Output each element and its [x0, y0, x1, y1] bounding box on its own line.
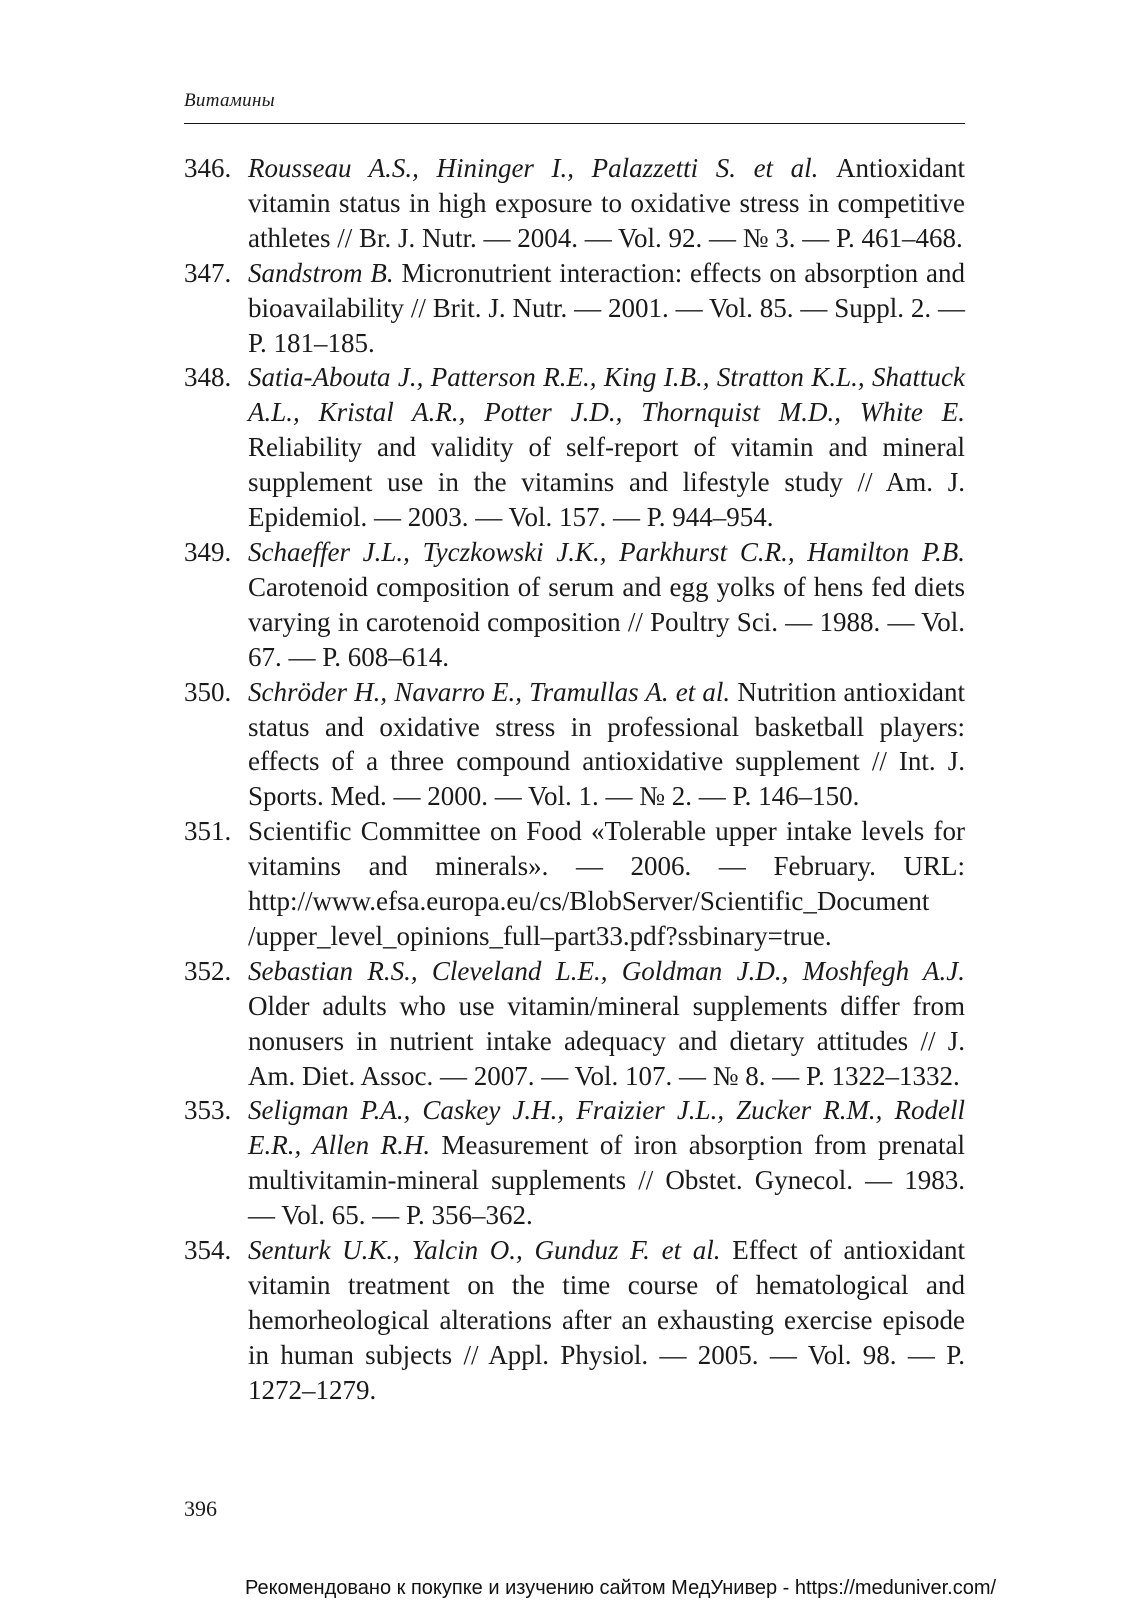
reference-number: 350. — [184, 676, 232, 707]
reference-text: Older adults who use vitamin/mineral supplements differ from nonusers in nutrient intake adequacy and dietary attitudes // J. Am. Diet. Assoc. — 2007. — Vol. 107. — № 8. — P. 1322–1332. — [248, 990, 965, 1091]
reference-authors: Schröder H., Navarro E., Tramullas A. et al. — [248, 676, 738, 707]
reference-number: 352. — [184, 955, 232, 986]
reference-item — [184, 151, 965, 256]
reference-authors: Satia-Abouta J., Patterson R.E., King I.B., Stratton K.L., Shattuck A.L., Kristal A.R., Potter J.D., Thornquist M.D., White E. — [248, 362, 965, 428]
reference-authors: Sandstrom B. — [248, 257, 402, 288]
reference-item — [184, 535, 965, 675]
reference-text: Carotenoid composition of serum and egg yolks of hens fed diets varying in carotenoid composition // Poultry Sci. — 1988. — Vol. 67. — P. 608–614. — [248, 571, 965, 672]
reference-text: Measurement of iron absorption from prenatal multivitamin-mineral supplements // Obstet. Gynecol. — 1983. — Vol. 65. — P. 356–362. — [248, 1130, 966, 1231]
footer-note: Рекомендовано к покупке и изучению сайтом МедУнивер - https://meduniver.com/ — [245, 1577, 997, 1599]
reference-authors: Senturk U.K., Yalcin O., Gunduz F. et al. — [248, 1235, 733, 1266]
running-header: Витамины — [184, 90, 275, 111]
reference-number: 354. — [184, 1235, 232, 1266]
reference-list — [184, 151, 965, 1408]
reference-number: 349. — [184, 536, 232, 567]
reference-text: Effect of antioxidant vitamin treatment on the time course of hematological and hemorheological alterations after an exhausting exercise episode in human subjects // Appl. Physiol. — 2005. — Vol. 98. — P. 1272–1279. — [248, 1235, 966, 1405]
reference-number: 353. — [184, 1095, 232, 1126]
reference-number: 348. — [184, 362, 232, 393]
reference-item — [184, 1093, 965, 1233]
reference-authors: Sebastian R.S., Cleveland L.E., Goldman J.D., Moshfegh A.J. — [248, 955, 965, 986]
reference-text: Antioxidant vitamin status in high exposure to oxidative stress in competitive athletes // Br. J. Nutr. — 2004. — Vol. 92. — № 3. — P. 461–468. — [248, 153, 965, 253]
reference-item — [184, 1233, 965, 1408]
page-number: 396 — [184, 1496, 217, 1521]
reference-text: Micronutrient interaction: effects on absorption and bioavailability // Brit. J. Nutr. — 2001. — Vol. 85. — Suppl. 2. — P. 181–185. — [248, 257, 965, 358]
reference-authors: Rousseau A.S., Hininger I., Palazzetti S. et al. — [248, 153, 836, 183]
reference-item — [184, 675, 965, 815]
reference-number: 351. — [184, 816, 232, 847]
header-rule — [184, 123, 965, 124]
reference-number: 346. — [184, 153, 232, 183]
reference-authors: Schaeffer J.L., Tyczkowski J.K., Parkhurst C.R., Hamilton P.B. — [248, 536, 965, 567]
reference-item — [184, 360, 965, 535]
reference-item — [184, 256, 965, 361]
reference-item — [184, 814, 965, 954]
reference-item — [184, 954, 965, 1094]
reference-authors: Seligman P.A., Caskey J.H., Fraizier J.L., Zucker R.M., Rodell E.R., Allen R.H. — [248, 1095, 965, 1161]
reference-text: Scientific Committee on Food «Tolerable upper intake levels for vitamins and minerals». — 2006. — February. URL: http://www.efsa.europa.eu/cs/BlobServer/Scientific_Document /upper_level_opinions_full–part33.pdf?ssbinary=true. — [248, 816, 965, 951]
reference-text: Nutrition antioxidant status and oxidative stress in professional basketball players: effects of a three compound antioxidative supplement // Int. J. Sports. Med. — 2000. — Vol. 1. — № 2. — P. 146–150. — [248, 676, 965, 812]
reference-number: 347. — [184, 257, 232, 288]
reference-text: Reliability and validity of self-report of vitamin and mineral supplement use in the vitamins and lifestyle study // Am. J. Epidemiol. — 2003. — Vol. 157. — P. 944–954. — [248, 432, 965, 533]
